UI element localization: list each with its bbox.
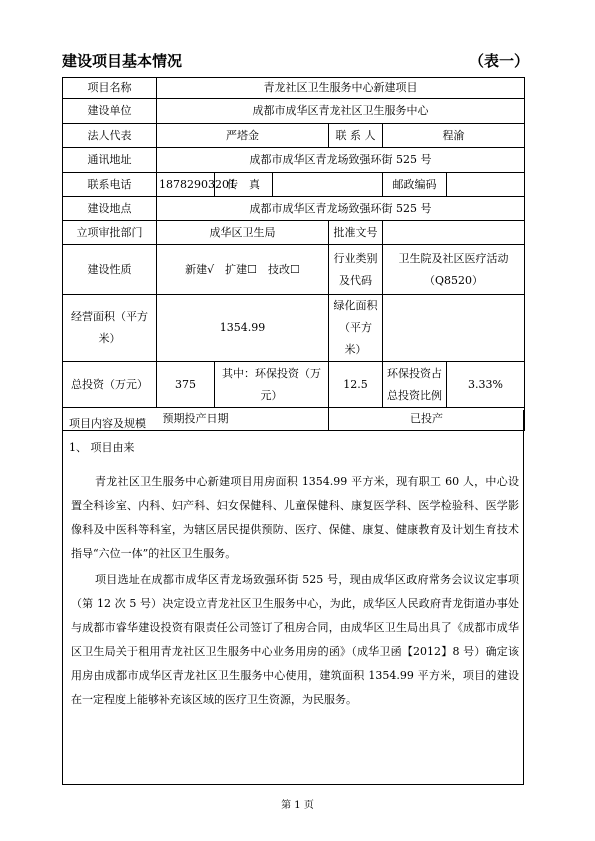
address-value: 成都市成华区青龙场致强环街 525 号: [157, 148, 525, 173]
contact-value: 程渝: [383, 124, 525, 148]
site-label: 建设地点: [63, 197, 157, 221]
op-date-value: 已投产: [329, 408, 525, 431]
page-title: 建设项目基本情况: [62, 52, 183, 70]
content-heading: 项目内容及规模: [69, 417, 146, 430]
approval-no-value: [383, 221, 525, 245]
op-date-label: 预期投产日期: [63, 408, 329, 431]
paragraph-site: 项目选址在成都市成华区青龙场致强环街 525 号，现由成华区政府常务会议议定事项（第 12 次 5 号）决定设立青龙社区卫生服务中心，为此，成华区人民政府青龙街道办事处与成都市睿华建设投资有限责任公司签订了租房合同，由成华区卫生局出具了《成都市成华区卫生局关于租用青龙社区卫生服务中心业务用房的函》（成华卫函【2012】8 号）确定该用房由成都市成华区青龙社区卫生服务中心使用，建筑面积 1354.99 平方米，项目的建设在一定程度上能够补充该区域的医疗卫生资源，为民服务。: [71, 573, 519, 706]
contact-label: 联 系 人: [329, 124, 383, 148]
legal-rep-value: 严塔金: [157, 124, 329, 148]
nature-label: 建设性质: [63, 245, 157, 295]
env-ratio-label: 环保投资占总投资比例: [383, 362, 447, 408]
nature-value: 新建√ 扩建☐ 技改☐: [157, 245, 329, 295]
green-value: [383, 295, 525, 362]
legal-rep-label: 法人代表: [63, 124, 157, 148]
content-subheading: 1、 项目由来: [69, 441, 135, 454]
project-name-label: 项目名称: [63, 78, 157, 99]
project-content-box: [62, 410, 524, 785]
postcode-value: [447, 173, 525, 197]
area-value: 1354.99: [157, 295, 329, 362]
project-info-table: [62, 77, 525, 431]
green-label: 绿化面积（平方米）: [329, 295, 383, 362]
address-label: 通讯地址: [63, 148, 157, 173]
postcode-label: 邮政编码: [383, 173, 447, 197]
env-invest-label: 其中：环保投资（万元）: [215, 362, 329, 408]
approval-dept-label: 立项审批部门: [63, 221, 157, 245]
project-name-value: 青龙社区卫生服务中心新建项目: [157, 78, 525, 99]
invest-label: 总投资（万元）: [63, 362, 157, 408]
fax-label: 传 真: [215, 173, 273, 197]
builder-value: 成都市成华区青龙社区卫生服务中心: [157, 99, 525, 124]
fax-value: [273, 173, 383, 197]
approval-dept-value: 成华区卫生局: [157, 221, 329, 245]
site-value: 成都市成华区青龙场致强环街 525 号: [157, 197, 525, 221]
env-invest-value: 12.5: [329, 362, 383, 408]
paragraph-background: 青龙社区卫生服务中心新建项目用房面积 1354.99 平方米，现有职工 60 人，中心设置全科诊室、内科、妇产科、妇女保健科、儿童保健科、康复医学科、医学检验科、医学影像科及中医科等科室，为辖区居民提供预防、医疗、保健、康复、健康教育及计划生育技术指导“六位一体”的社区卫生服务。: [71, 475, 519, 560]
builder-label: 建设单位: [63, 99, 157, 124]
invest-value: 375: [157, 362, 215, 408]
env-ratio-value: 3.33%: [447, 362, 525, 408]
approval-no-label: 批准文号: [329, 221, 383, 245]
page-number: 第 1 页: [281, 800, 314, 811]
area-label: 经营面积（平方米）: [63, 295, 157, 362]
phone-label: 联系电话: [63, 173, 157, 197]
industry-label: 行业类别及代码: [329, 245, 383, 295]
industry-value: 卫生院及社区医疗活动（Q8520）: [383, 245, 525, 295]
phone-value: 18782903201: [157, 173, 215, 197]
table-number: （表一）: [468, 52, 529, 70]
